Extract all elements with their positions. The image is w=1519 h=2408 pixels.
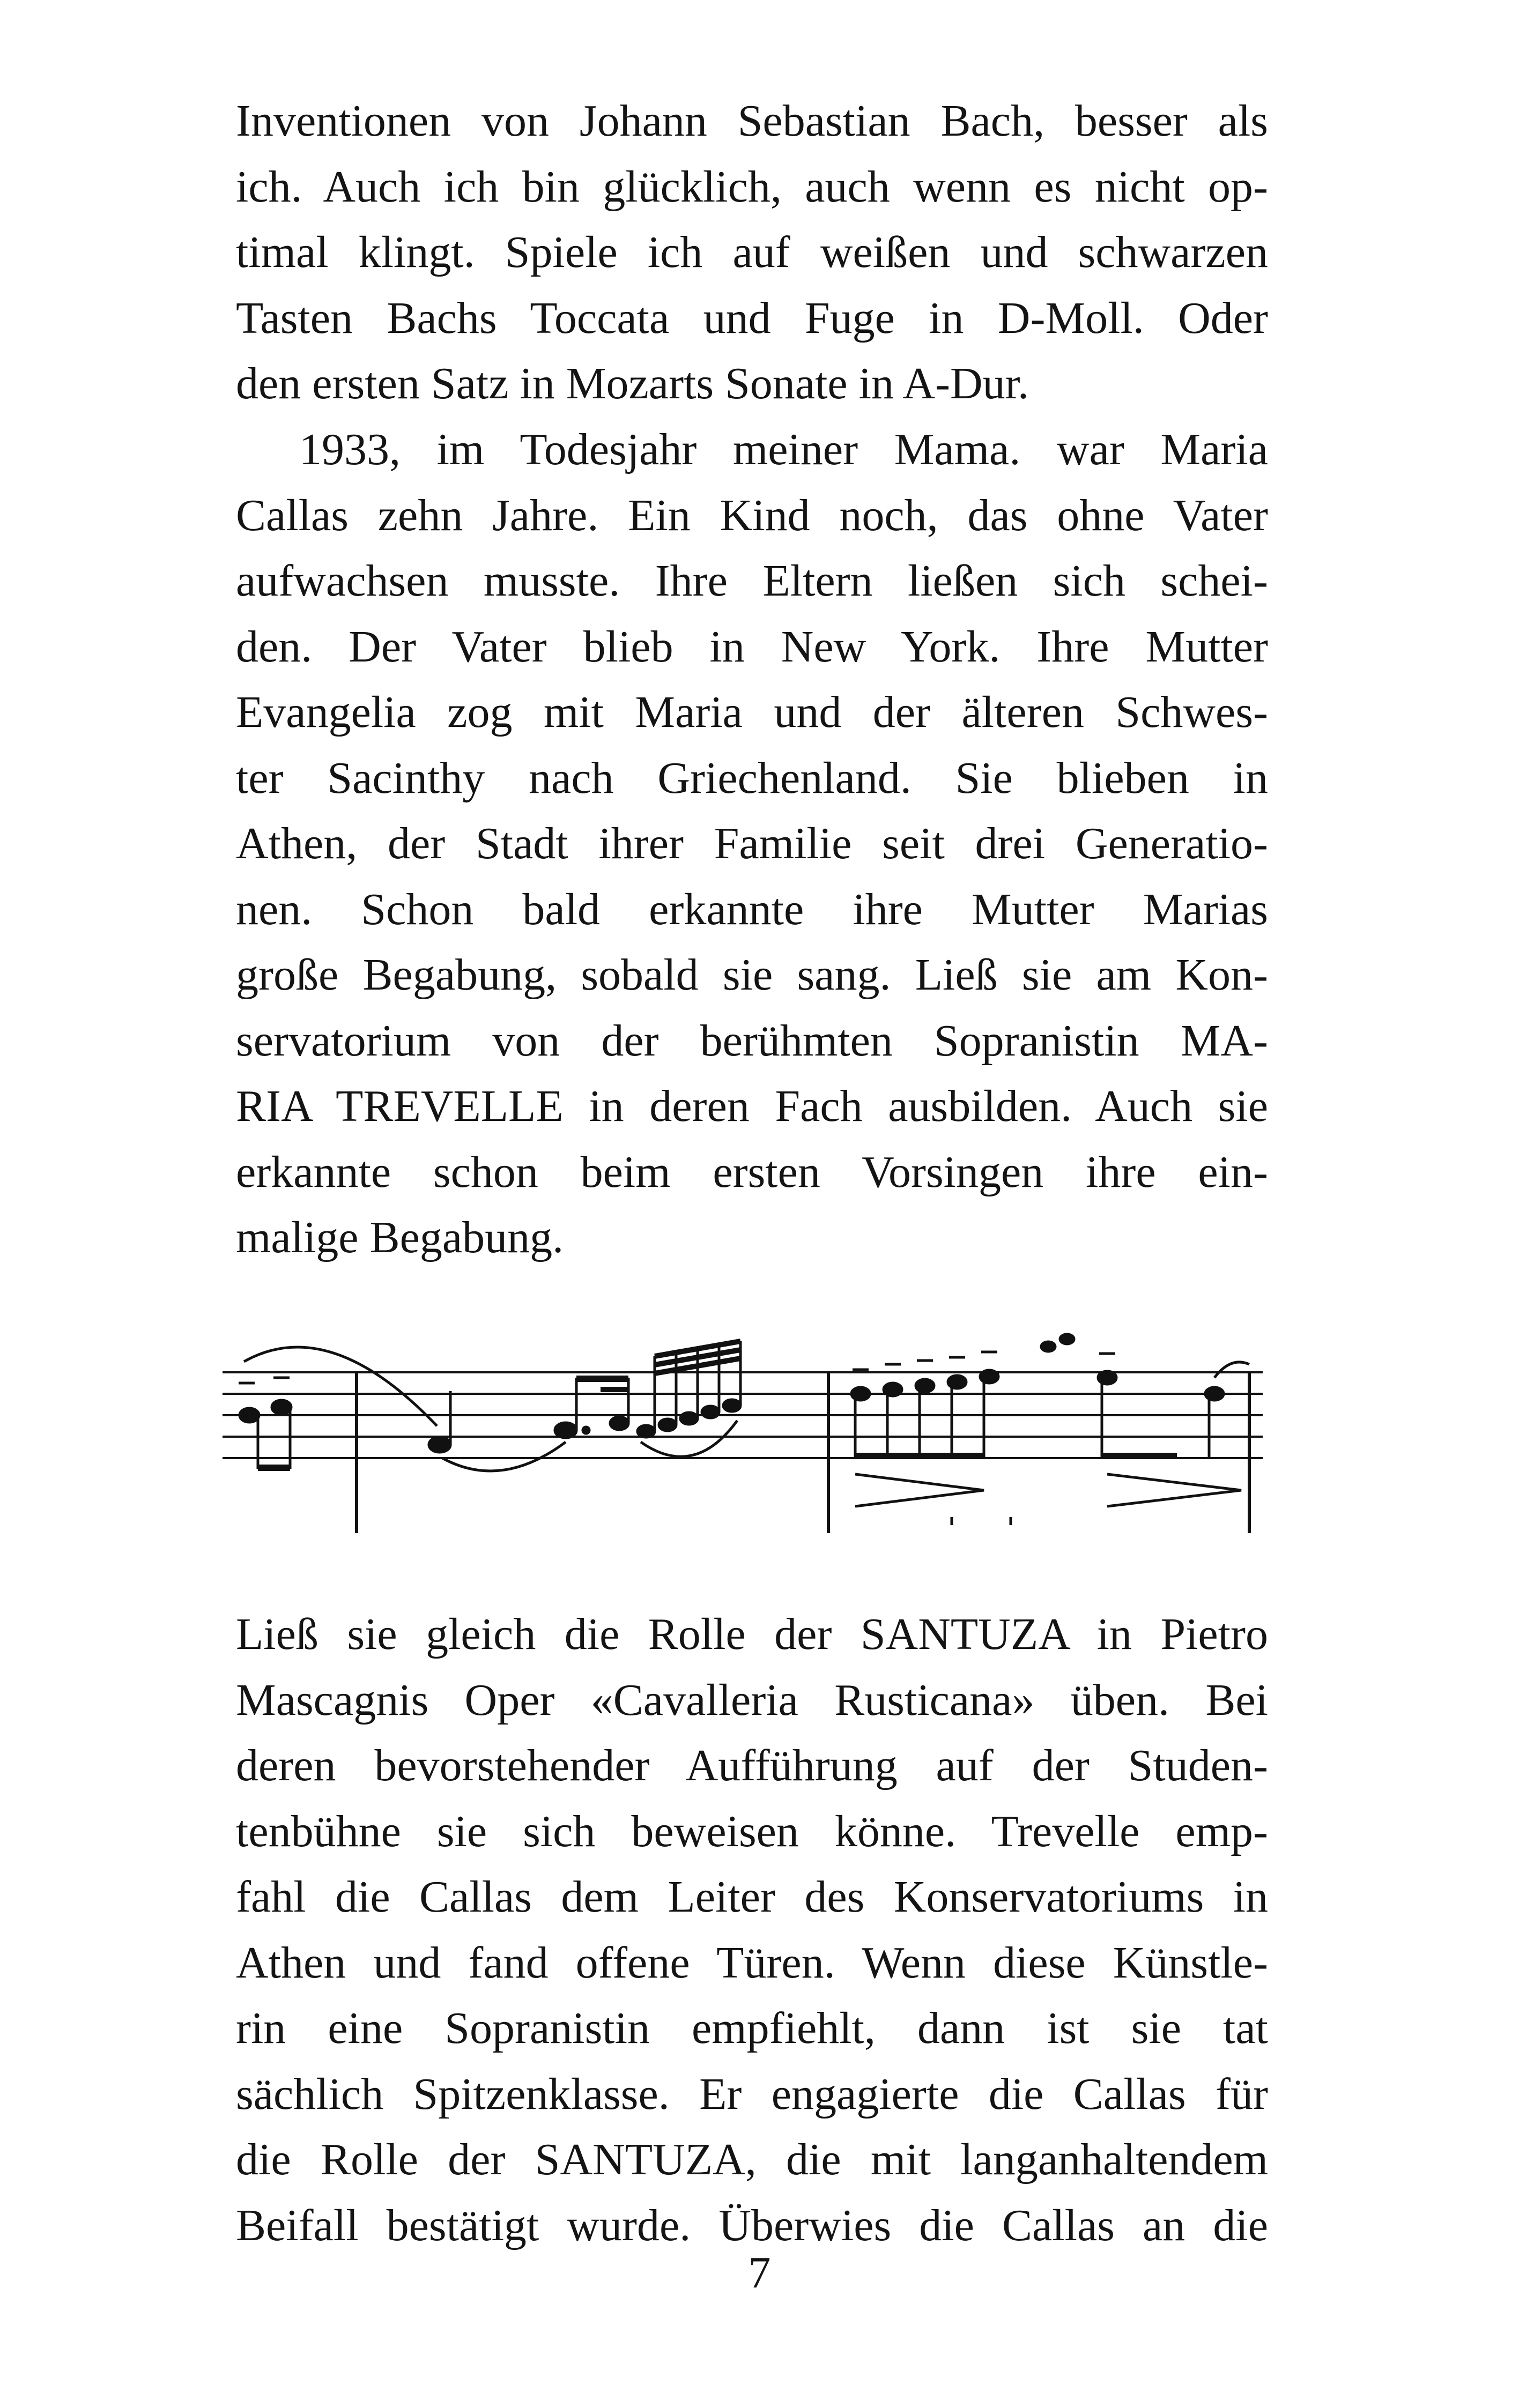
text-line: rin eine Sopranistin empfiehlt, dann ist sie tat bbox=[236, 2003, 1268, 2053]
paragraph-callas-childhood bbox=[236, 417, 1268, 1271]
text-line: fahl die Callas dem Leiter des Konservatoriums in bbox=[236, 1872, 1268, 1922]
text-line: ich. Auch ich bin glücklich, auch wenn es nicht op- bbox=[236, 161, 1268, 212]
text-line: timal klingt. Spiele ich auf weißen und schwarzen bbox=[236, 227, 1268, 277]
text-line: sächlich Spitzenklasse. Er engagierte die Callas für bbox=[236, 2069, 1268, 2119]
text-line: aufwachsen musste. Ihre Eltern ließen sich schei- bbox=[236, 556, 1268, 606]
text-line: Athen, der Stadt ihrer Familie seit drei Generatio- bbox=[236, 819, 1268, 868]
text-line: deren bevorstehender Aufführung auf der Studen- bbox=[236, 1741, 1268, 1790]
text-line: erkannte schon beim ersten Vorsingen ihre ein- bbox=[236, 1147, 1268, 1197]
text-line: RIA TREVELLE in deren Fach ausbilden. Auch sie bbox=[236, 1081, 1268, 1131]
text-line: tenbühne sie sich beweisen könne. Trevelle emp- bbox=[236, 1806, 1268, 1856]
text-line: große Begabung, sobald sie sang. Ließ sie am Kon- bbox=[236, 950, 1268, 1000]
text-line: Evangelia zog mit Maria und der älteren Schwes- bbox=[236, 687, 1268, 737]
text-line: die Rolle der SANTUZA, die mit langanhaltendem bbox=[236, 2135, 1268, 2184]
text-line: Callas zehn Jahre. Ein Kind noch, das ohne Vater bbox=[236, 490, 1268, 540]
text-line: malige Begabung. bbox=[236, 1213, 564, 1262]
text-line: 1933, im Todesjahr meiner Mama. war Maria bbox=[299, 425, 1268, 474]
text-line: ter Sacinthy nach Griechenland. Sie blieben in bbox=[236, 753, 1268, 803]
text-line: Mascagnis Oper «Cavalleria Rusticana» üben. Bei bbox=[236, 1675, 1268, 1725]
text-line: Tasten Bachs Toccata und Fuge in D-Moll. Oder bbox=[236, 293, 1268, 343]
page-number: 7 bbox=[748, 2248, 771, 2298]
text-line: Athen und fand offene Türen. Wenn diese Künstle- bbox=[236, 1937, 1268, 1988]
text-line: Inventionen von Johann Sebastian Bach, besser als bbox=[236, 96, 1268, 146]
text-line: den. Der Vater blieb in New York. Ihre Mutter bbox=[236, 621, 1268, 672]
paragraph-bach bbox=[236, 88, 1268, 417]
text-line: nen. Schon bald erkannte ihre Mutter Marias bbox=[236, 884, 1268, 934]
music-score-image bbox=[223, 1297, 1263, 1544]
notes bbox=[239, 1334, 1224, 1469]
text-line: servatorium von der berühmten Sopranistin MA- bbox=[236, 1015, 1268, 1066]
text-line: den ersten Satz in Mozarts Sonate in A-Dur. bbox=[236, 359, 1029, 408]
text-line: Ließ sie gleich die Rolle der SANTUZA in Pietro bbox=[236, 1609, 1268, 1659]
paragraph-santuza bbox=[236, 1602, 1268, 2258]
text-line: Beifall bestätigt wurde. Überwies die Callas an die bbox=[236, 2200, 1268, 2250]
